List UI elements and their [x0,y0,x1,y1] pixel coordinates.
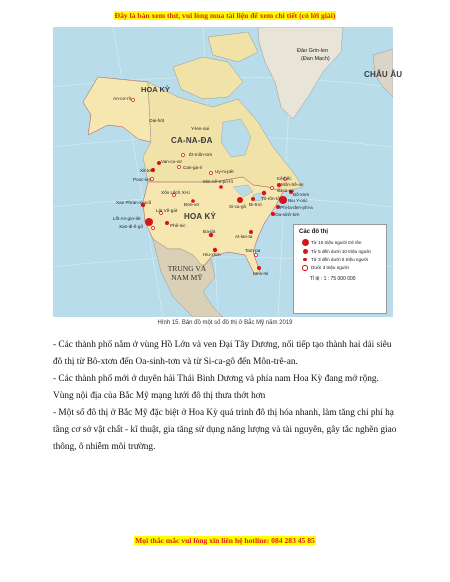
city-dot-losangeles [145,218,153,226]
paragraph-2: - Các thành phố mới ở duyên hải Thái Bình Dương và phía nam Hoa Kỳ đang mở rộng. Vùng nội địa của Bắc Mỹ mạng lưới đô thị thưa thớt hơn [53,374,379,401]
legend-row-under3m [299,265,386,271]
city-label-quebec: Kê-bếc [277,176,292,181]
legend-label-3m: Từ 3 đến dưới 5 triệu người [311,257,369,262]
figure-caption: Hình 15. Bản đồ một số đô thị ở Bắc Mỹ năm 2019 [157,320,293,326]
city-label-boston: Bô-xtơn [293,192,310,197]
city-label-tampa: Tam-pa [245,248,261,253]
legend-row-5m [299,249,386,254]
map-legend [293,224,387,314]
legend-dot-small-icon [303,258,307,262]
region-label-alaska: HOA KỲ [141,85,170,94]
city-label-washington: Oa-sinh-tơn [275,212,300,217]
city-label-whitehorse: Oai-hót [149,118,165,123]
city-label-anchorage: An-cơ-rít [113,96,132,101]
city-label-phoenix: Phê-nic [170,223,186,228]
city-label-houston: Hiu-xtơn [203,252,221,257]
city-label-detroit: Đi-trơi [249,202,262,207]
legend-dot-large-icon [302,239,309,246]
city-label-winnipeg: Uy-ni-pét [215,169,234,174]
legend-label-10m: Từ 10 triệu người trở lên [311,240,362,245]
city-dot-chicago [237,197,243,203]
greenland-sub-label: (Đan Mạch) [301,56,330,62]
city-dot-detroit [251,197,255,201]
legend-row-3m [299,257,386,262]
city-label-sandiego: Xan-đi-ê-gô [119,224,144,229]
city-label-edmonton: Ét-môn-tơn [189,152,213,157]
city-label-chicago: Si-ca-gô [229,204,247,209]
legend-title: Các đô thị [299,229,329,235]
city-label-atlanta: At-lan-ta [235,234,253,239]
hotline-footer: Mọi thắc mắc vui lòng xin liên hệ hotline: 084 283 45 85 [135,536,315,545]
paragraph-1: - Các thành phố nằm ở vùng Hồ Lớn và ven Đại Tây Dương, nối tiếp tạo thành hai dải siêu đô thị từ Bô-xtơn đến Oa-sinh-tơn và từ Si-ca-gô đến Môn-trê-an. [53,340,392,367]
region-label-canada: CA-NA-ĐA [171,136,213,145]
city-label-sanfrancisco: Xan Phran-xi-xcô [116,200,152,205]
greenland-label: Đảo Grin-len [297,48,329,54]
city-label-seattle: Xit-tơn [140,168,154,173]
north-america-city-map [53,27,403,317]
city-label-minneapolis: Min-nê-a-pô-lít [203,179,233,184]
paragraph-3: - Một số đô thị ở Bắc Mỹ đặc biệt ở Hoa Kỳ quá trình đô thị hóa nhanh, làm tăng chi phí hạ tầng cơ sở vật chất - kĩ thuật, gia tăng sử dụng năng lượng và tài nguyên, gây tắc nghẽn giao thông, ô nhiễm môi trường. [53,408,397,452]
city-label-portland: Pooc-len [133,177,152,182]
legend-label-under3m: Dưới 3 triệu người [311,265,349,271]
city-label-vancouver: Van-cu-vơ [161,159,183,164]
city-dot-toronto [262,191,266,195]
legend-row-10m [299,239,386,246]
city-dot-newyork [279,196,287,204]
city-dot-sandiego [152,227,155,230]
city-label-toronto: Tô-rôn-tô [261,196,280,201]
city-label-newyork: Niu Y-oóc [288,198,308,203]
city-label-montreal: Môn-trê-an [281,182,304,187]
city-dot-edmonton [182,154,185,157]
region-label-usa: HOA KỲ [184,212,217,221]
city-dot-winnipeg [210,172,213,175]
city-label-ottawa: Ốt-ta-oa [277,188,294,193]
city-label-saltlake: Xôn Lếch Xi-ti [161,190,190,195]
legend-ring-icon [302,265,308,271]
city-label-calgary: Can-ga-ri [183,165,203,170]
city-label-philadelphia: Phi-la-đen-phi-a [280,205,313,210]
city-label-dallas: Đa-lát [203,229,216,234]
city-dot-ottawa [271,187,274,190]
legend-scale: Tỉ lệ : 1 : 75 000 000 [310,275,356,282]
city-label-denver: Đen-vơ [184,202,200,207]
region-label-europe: CHÂU ÂU [364,70,403,79]
legend-label-5m: Từ 5 đến dưới 10 triệu người [311,249,371,254]
city-dot-miami [257,266,261,270]
city-dot-phoenix [165,221,169,225]
city-label-lasvegas: Lát Vê-gát [156,208,178,213]
city-label-miami: Mi-a-mi [253,271,269,276]
city-dot-anchorage [132,99,135,102]
city-label-yellowknife: Y-len-nai [191,126,209,131]
city-dot-calgary [178,166,181,169]
city-label-losangeles: Lốt An-giơ-lét [113,216,141,221]
legend-dot-medium-icon [303,249,308,254]
preview-banner: Đây là bản xem thử, vui lòng mua tài liệu để xem chi tiết (có lời giải) [114,11,336,20]
region-label-central-america: TRUNG VÀ NAM MỸ [167,264,207,282]
city-dot-minneapolis [219,185,223,189]
city-dot-tampa [255,254,258,257]
